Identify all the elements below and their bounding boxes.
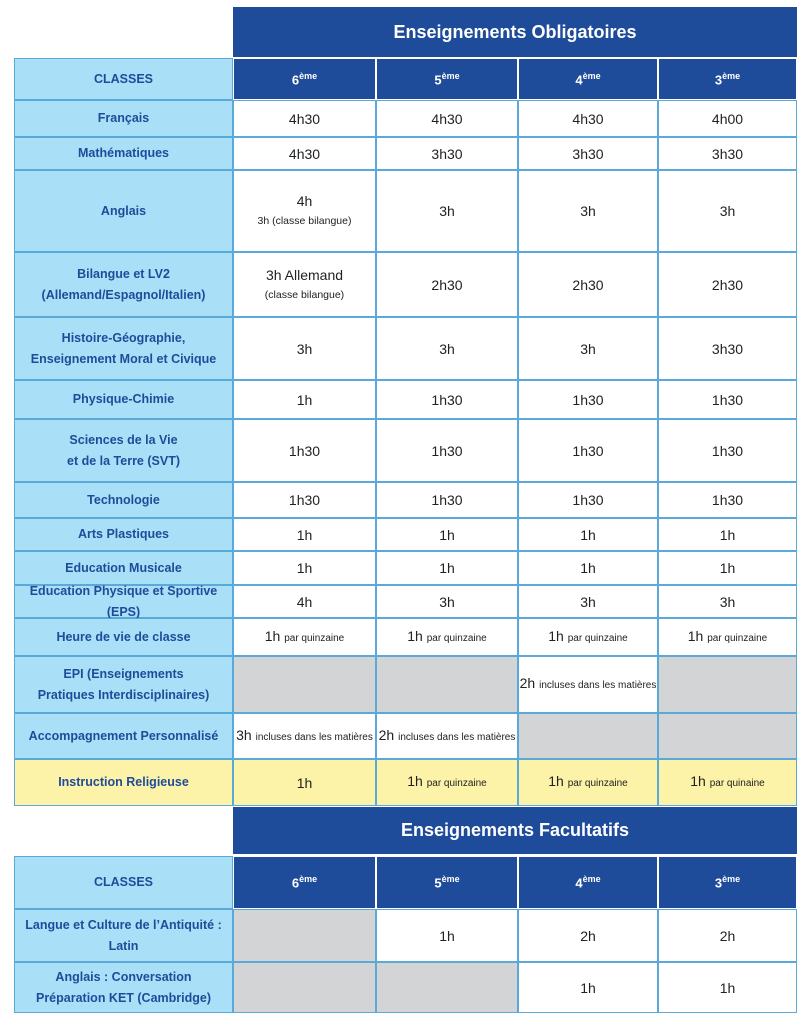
grade-suffix: ème <box>722 70 741 81</box>
hours-cell <box>233 380 376 419</box>
hours-line <box>297 525 313 545</box>
grade-label <box>292 71 317 87</box>
subject-label-line: et de la Terre (SVT) <box>67 453 180 468</box>
hours-value: 3h <box>236 726 252 743</box>
grade-suffix: ème <box>441 874 460 885</box>
hours-line <box>439 201 455 221</box>
hours-value: 1h <box>580 526 596 543</box>
hours-cell <box>233 618 376 656</box>
hours-line <box>720 525 736 545</box>
hours-line <box>297 339 313 359</box>
hours-line <box>431 109 462 129</box>
empty-cell <box>233 656 376 713</box>
subject-label-line: Pratiques Interdisciplinaires) <box>37 687 210 702</box>
hours-line <box>297 558 313 578</box>
classes-label: CLASSES <box>93 71 154 86</box>
hours-value: 2h <box>378 726 395 743</box>
hours-cell <box>233 551 376 585</box>
hours-line <box>720 201 736 221</box>
hours-cell <box>658 518 797 551</box>
hours-value: 2h <box>519 675 536 691</box>
hours-cell <box>518 100 658 137</box>
subject-label <box>14 618 233 656</box>
subject-label-line: Français <box>97 111 150 125</box>
hours-value: 1h30 <box>711 492 744 508</box>
hours-line <box>520 673 657 696</box>
hours-value: 3h <box>439 593 455 610</box>
hours-value: 1h <box>719 526 736 543</box>
hours-value: 1h30 <box>288 492 321 508</box>
subject-label-line: Enseignement Moral et Civique <box>30 351 217 366</box>
hours-value: 1h30 <box>711 442 744 459</box>
hours-line <box>688 626 768 649</box>
hours-cell <box>518 962 658 1013</box>
hours-note: par quinaine <box>709 778 765 789</box>
hours-cell <box>233 100 376 137</box>
hours-detail: 3h (classe bilangue) <box>257 215 352 227</box>
hours-note: par quinzaine <box>426 632 487 644</box>
hours-line <box>431 490 462 510</box>
grade-label <box>715 71 740 87</box>
subject-label <box>14 518 233 551</box>
hours-line <box>439 339 455 359</box>
hours-value: 1h <box>548 627 564 644</box>
subject-label <box>14 100 233 137</box>
classes-label: CLASSES <box>93 875 154 889</box>
hours-cell <box>518 137 658 170</box>
hours-line <box>289 490 320 510</box>
empty-cell <box>376 962 518 1013</box>
hours-value: 1h30 <box>431 442 463 459</box>
hours-value: 1h30 <box>431 492 463 508</box>
hours-cell <box>658 252 797 317</box>
hours-cell <box>376 137 518 170</box>
grade-label <box>292 874 317 890</box>
hours-line <box>297 773 313 793</box>
hours-note: par quinzaine <box>567 632 628 644</box>
hours-cell <box>518 909 658 962</box>
subject-label-line: Education Physique et Sportive (EPS) <box>29 583 218 619</box>
hours-cell <box>233 252 376 317</box>
hours-value: 1h <box>548 773 564 789</box>
subject-label <box>14 909 233 962</box>
subject-label <box>14 585 233 618</box>
hours-line <box>580 525 596 545</box>
grade-number: 3 <box>714 875 723 891</box>
hours-value: 3h30 <box>711 145 744 162</box>
hours-cell <box>376 909 518 962</box>
hours-value: 1h <box>580 560 596 576</box>
hours-value: 2h30 <box>572 276 604 293</box>
hours-value: 1h30 <box>711 391 744 408</box>
subject-label <box>14 137 233 170</box>
subject-label <box>14 380 233 419</box>
grade-suffix: ème <box>582 70 601 81</box>
hours-line <box>572 109 603 129</box>
hours-cell <box>518 170 658 252</box>
hours-line <box>720 558 736 578</box>
hours-cell <box>518 618 658 656</box>
grade-number: 5 <box>434 875 442 891</box>
hours-line <box>580 201 596 221</box>
subject-label <box>14 482 233 518</box>
hours-line <box>379 725 516 748</box>
hours-line <box>439 558 455 578</box>
subject-label-line: Latin <box>108 938 139 953</box>
grade-header-3 <box>658 856 797 909</box>
hours-value: 1h <box>264 627 281 644</box>
hours-cell <box>658 170 797 252</box>
hours-value: 1h <box>687 627 704 644</box>
hours-line <box>297 592 313 612</box>
facultatifs-title <box>233 807 797 854</box>
hours-line <box>236 725 373 748</box>
hours-line <box>289 109 320 129</box>
subject-label-line: Langue et Culture de l’Antiquité : <box>25 917 222 932</box>
hours-cell <box>518 656 658 713</box>
hours-cell <box>518 380 658 419</box>
hours-line <box>407 626 487 649</box>
hours-line <box>572 390 603 410</box>
grade-label <box>434 874 459 890</box>
hours-value: 1h <box>296 560 313 576</box>
grade-header-5 <box>376 58 518 100</box>
hours-cell <box>376 585 518 618</box>
hours-line <box>297 191 313 211</box>
hours-value: 1h <box>296 391 313 408</box>
hours-cell <box>658 482 797 518</box>
subject-label-line: Bilangue et LV2 <box>77 266 170 281</box>
hours-cell <box>376 759 518 806</box>
hours-cell <box>233 585 376 618</box>
hours-cell <box>658 419 797 482</box>
subject-label-line: Préparation KET (Cambridge) <box>35 990 212 1005</box>
subject-label <box>14 713 233 759</box>
grade-number: 4 <box>575 72 583 88</box>
hours-value: 1h30 <box>572 492 604 508</box>
hours-line <box>439 592 455 612</box>
hours-value: 3h <box>580 340 596 357</box>
hours-value: 3h <box>296 340 313 357</box>
grade-label <box>575 874 600 890</box>
empty-cell <box>233 909 376 962</box>
hours-value: 3h Allemand <box>265 266 344 283</box>
hours-value: 4h <box>296 593 313 610</box>
hours-cell <box>233 317 376 380</box>
hours-value: 1h30 <box>288 442 321 459</box>
subject-label-line: Heure de vie de classe <box>56 629 191 644</box>
hours-value: 3h <box>719 203 736 219</box>
hours-value: 2h30 <box>431 276 463 293</box>
classes-header <box>14 58 233 100</box>
subject-label-line: Sciences de la Vie <box>69 432 178 447</box>
hours-detail: (classe bilangue) <box>264 288 345 301</box>
hours-line <box>431 275 462 295</box>
hours-value: 4h30 <box>572 110 604 127</box>
hours-line <box>572 441 603 461</box>
subject-label <box>14 252 233 317</box>
grade-header-6 <box>233 58 376 100</box>
hours-value: 2h <box>719 927 736 944</box>
hours-value: 2h <box>580 927 596 944</box>
empty-cell <box>658 656 797 713</box>
section-title: Enseignements Facultatifs <box>400 820 630 840</box>
hours-cell <box>658 962 797 1013</box>
hours-value: 1h <box>407 773 423 789</box>
grade-label <box>575 71 600 87</box>
hours-value: 1h <box>296 774 313 791</box>
empty-cell <box>376 656 518 713</box>
subject-label-line: Arts Plastiques <box>77 527 169 541</box>
grade-number: 4 <box>575 875 583 891</box>
hours-cell <box>376 419 518 482</box>
hours-line <box>720 978 736 998</box>
subject-label <box>14 759 233 806</box>
hours-cell <box>376 518 518 551</box>
hours-cell <box>518 317 658 380</box>
grade-number: 6 <box>291 72 300 88</box>
subject-label <box>14 317 233 380</box>
hours-line <box>712 275 743 295</box>
hours-value: 1h30 <box>431 391 463 408</box>
hours-value: 1h <box>580 979 596 996</box>
hours-value: 4h00 <box>711 110 744 127</box>
hours-line <box>712 390 743 410</box>
hours-value: 3h <box>580 593 596 610</box>
hours-value: 4h30 <box>288 110 321 127</box>
subject-label-line: Histoire-Géographie, <box>61 330 186 345</box>
grade-number: 6 <box>291 875 300 891</box>
subject-label-line: Education Musicale <box>65 560 182 575</box>
hours-value: 1h <box>407 627 423 644</box>
hours-line <box>289 144 320 164</box>
subject-label <box>14 962 233 1013</box>
hours-cell <box>233 713 376 759</box>
hours-line <box>431 441 462 461</box>
hours-note: par quinzaine <box>284 632 345 644</box>
hours-line <box>690 771 765 794</box>
hours-value: 1h <box>719 560 736 576</box>
hours-cell <box>376 551 518 585</box>
empty-cell <box>518 713 658 759</box>
hours-cell <box>658 909 797 962</box>
hours-cell <box>658 317 797 380</box>
hours-line <box>548 626 628 649</box>
hours-cell <box>233 170 376 252</box>
hours-value: 1h30 <box>572 442 604 459</box>
subject-label-line: Anglais <box>100 203 147 218</box>
hours-line <box>572 144 603 164</box>
hours-cell <box>233 759 376 806</box>
hours-value: 4h30 <box>288 145 321 162</box>
hours-cell <box>658 100 797 137</box>
subject-label-line: Instruction Religieuse <box>58 775 189 789</box>
hours-cell <box>233 518 376 551</box>
hours-note: incluses dans les matières <box>398 731 516 743</box>
hours-line <box>580 592 596 612</box>
subject-label <box>14 656 233 713</box>
hours-line <box>431 390 462 410</box>
hours-cell <box>658 585 797 618</box>
subject-label-line: EPI (Enseignements <box>63 666 184 681</box>
hours-line <box>407 771 487 794</box>
hours-cell <box>518 759 658 806</box>
grade-suffix: ème <box>299 70 318 81</box>
hours-value: 3h30 <box>711 340 744 357</box>
grade-suffix: ème <box>299 874 318 885</box>
hours-cell <box>233 137 376 170</box>
hours-cell <box>518 482 658 518</box>
hours-line <box>580 926 596 946</box>
hours-note: par quinzaine <box>707 632 768 644</box>
hours-value: 3h <box>439 340 455 357</box>
hours-line <box>439 525 455 545</box>
hours-line <box>289 441 320 461</box>
hours-cell <box>376 100 518 137</box>
hours-value: 1h <box>719 979 736 996</box>
hours-value: 1h <box>439 560 455 576</box>
grade-label <box>434 71 459 87</box>
grade-header-5 <box>376 856 518 909</box>
hours-value: 1h <box>296 526 313 543</box>
hours-cell <box>518 551 658 585</box>
hours-note: incluses dans les matières <box>255 731 373 743</box>
hours-value: 4h <box>296 193 313 209</box>
hours-cell <box>658 551 797 585</box>
hours-note: incluses dans les matières <box>539 680 657 691</box>
hours-line <box>712 109 743 129</box>
subject-label-line: Anglais : Conversation <box>55 969 192 984</box>
hours-cell <box>376 380 518 419</box>
hours-cell <box>518 585 658 618</box>
hours-value: 3h30 <box>572 145 604 162</box>
hours-cell <box>233 482 376 518</box>
hours-line <box>580 978 596 998</box>
grade-header-4 <box>518 856 658 909</box>
hours-value: 1h <box>439 526 455 543</box>
subject-label-line: Accompagnement Personnalisé <box>28 728 219 743</box>
empty-cell <box>233 962 376 1013</box>
hours-value: 3h30 <box>431 145 463 162</box>
grade-number: 3 <box>714 72 723 88</box>
hours-line <box>266 265 343 285</box>
hours-line <box>712 144 743 164</box>
hours-line <box>580 339 596 359</box>
hours-value: 3h <box>580 203 596 219</box>
hours-cell <box>658 759 797 806</box>
hours-value: 3h <box>719 593 736 610</box>
hours-cell <box>376 713 518 759</box>
hours-note: par quinzaine <box>567 778 628 789</box>
grade-header-3 <box>658 58 797 100</box>
hours-value: 3h <box>439 203 455 219</box>
hours-line <box>431 144 462 164</box>
grade-number: 5 <box>434 72 442 88</box>
hours-value: 1h <box>690 773 706 789</box>
hours-cell <box>376 252 518 317</box>
grade-header-6 <box>233 856 376 909</box>
hours-line <box>265 626 345 649</box>
hours-cell <box>376 170 518 252</box>
subject-label-line: Mathématiques <box>78 146 169 160</box>
hours-line <box>720 926 736 946</box>
hours-value: 1h <box>439 927 455 944</box>
obligatoires-title <box>233 7 797 57</box>
hours-cell <box>233 419 376 482</box>
classes-header <box>14 856 233 909</box>
hours-cell <box>658 137 797 170</box>
grade-suffix: ème <box>441 70 460 81</box>
empty-cell <box>658 713 797 759</box>
hours-line <box>712 441 743 461</box>
subject-label-line: Technologie <box>87 492 160 507</box>
hours-cell <box>658 380 797 419</box>
hours-line <box>548 771 628 794</box>
hours-value: 2h30 <box>711 276 744 293</box>
hours-note: par quinzaine <box>426 778 487 789</box>
grade-suffix: ème <box>722 874 741 885</box>
hours-line <box>712 339 743 359</box>
hours-line <box>572 490 603 510</box>
hours-cell <box>376 482 518 518</box>
hours-line <box>439 926 455 946</box>
hours-cell <box>376 618 518 656</box>
hours-line <box>712 490 743 510</box>
hours-cell <box>658 618 797 656</box>
hours-cell <box>518 518 658 551</box>
hours-line <box>572 275 603 295</box>
grade-header-4 <box>518 58 658 100</box>
hours-cell <box>518 419 658 482</box>
grade-suffix: ème <box>582 874 601 885</box>
hours-cell <box>376 317 518 380</box>
hours-line <box>580 558 596 578</box>
hours-line <box>297 390 313 410</box>
subject-label <box>14 170 233 252</box>
hours-value: 1h30 <box>572 391 604 408</box>
subject-label <box>14 419 233 482</box>
section-title: Enseignements Obligatoires <box>393 21 637 42</box>
hours-cell <box>518 252 658 317</box>
grade-label <box>715 874 740 890</box>
subject-label-line: Physique-Chimie <box>72 392 175 406</box>
hours-line <box>720 592 736 612</box>
subject-label-line: (Allemand/Espagnol/Italien) <box>41 287 206 302</box>
hours-value: 4h30 <box>431 110 463 127</box>
